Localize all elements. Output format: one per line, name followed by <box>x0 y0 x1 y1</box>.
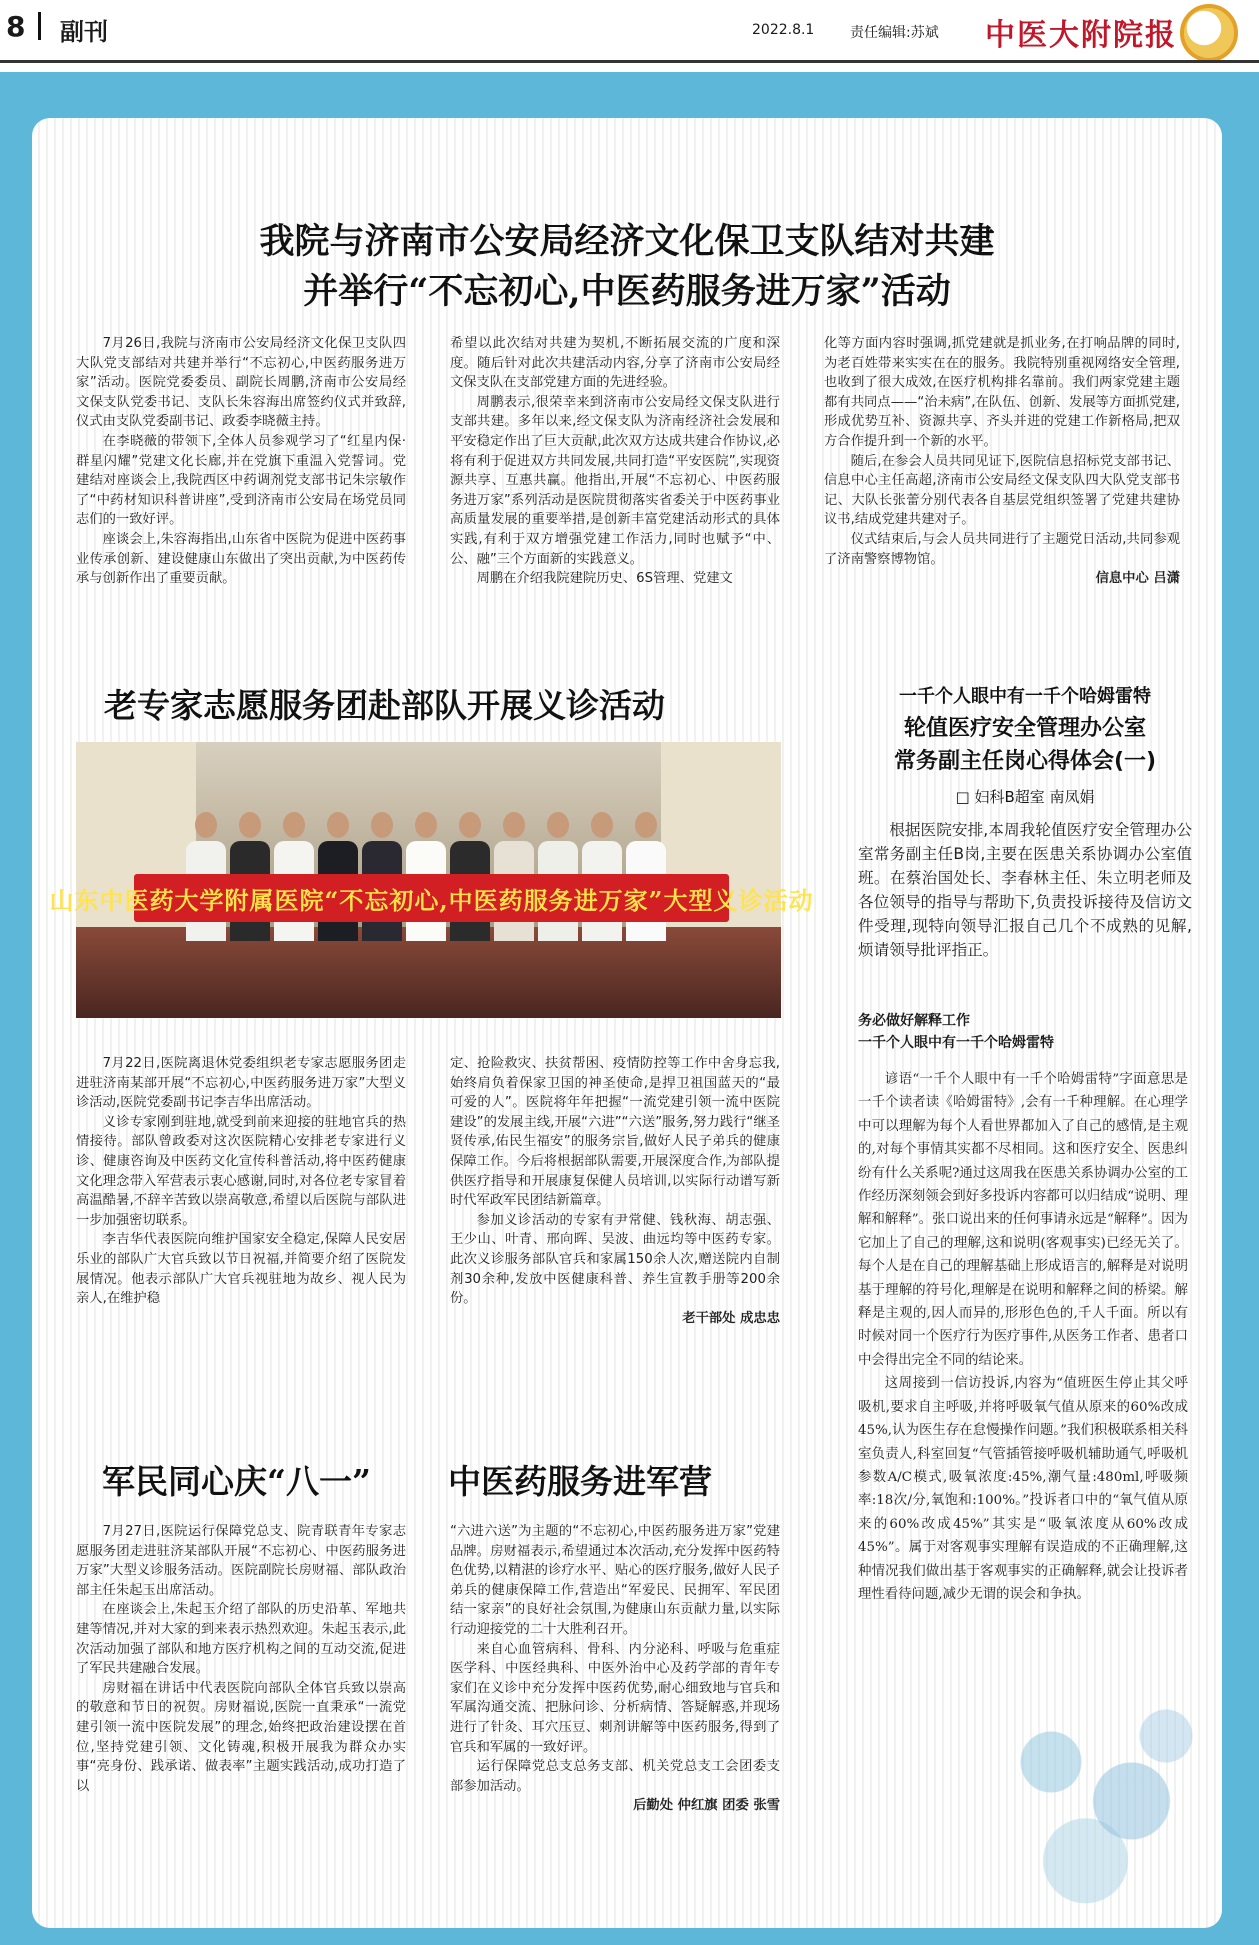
paragraph: 座谈会上,朱容海指出,山东省中医院为促进中医药事业传承创新、建设健康山东做出了突出贡献,为中医药传承与创新作出了重要贡献。 <box>76 531 406 587</box>
paragraph: 房财福在讲话中代表医院向部队全体官兵致以崇高的敬意和节日的祝贺。房财福说,医院一直秉承“一流党建引领一流中医院发展”的理念,始终把政治建设摆在首位,坚持党建引领、文化铸魂,积极开展我为群众办实事“亮身份、践承诺、做表率”主题实践活动,成功打造了以 <box>76 1680 406 1794</box>
article2-title: 老专家志愿服务团赴部队开展义诊活动 <box>104 686 665 725</box>
article4-title-line1: 一千个人眼中有一千个哈姆雷特 <box>899 686 1151 707</box>
paragraph: “六进六送”为主题的“不忘初心,中医药服务进万家”党建品牌。房财福表示,希望通过本次活动,充分发挥中医药特色优势,以精湛的诊疗水平、贴心的医疗服务,做好人民子弟兵的健康保障工作,营造出“军爱民、民拥军、军民团结一家亲”的良好社会氛围,为健康山东贡献力量,以实际行动迎接党的二十大胜利召开。 <box>450 1524 780 1637</box>
article2-column-1 <box>76 1054 406 1309</box>
paragraph: 在李晓薇的带领下,全体人员参观学习了“红星内保·群星闪耀”党建文化长廊,并在党旗下重温入党誓词。党建结对座谈会上,我院西区中药调剂党支部书记朱宗敏作了“中药材知识科普讲座”,受到济南市公安局在场党员同志们的一致好评。 <box>76 433 406 528</box>
article1-byline: 信息中心 吕潇 <box>1095 571 1180 587</box>
article2-column-2 <box>450 1054 780 1328</box>
masthead-emblem-icon <box>1180 4 1238 62</box>
masthead-logo: 中医大附院报 <box>985 18 1177 53</box>
paragraph: 化等方面内容时强调,抓党建就是抓业务,在打响品牌的同时,为老百姓带来实实在在的服务。我院特别重视网络安全管理,也收到了很大成效,在医疗机构排名靠前。我们两家党建主题都有共同点——“治未病”,在队伍、创新、发展等方面抓党建,形成优势互补、资源共享、齐头并进的党建工作新格局,把双方合作提升到一个新的水平。 <box>824 336 1180 449</box>
paragraph: 7月26日,我院与济南市公安局经济文化保卫支队四大队党支部结对共建并举行“不忘初心,中医药服务进万家”活动。医院党委委员、副院长周鹏,济南市公安局经文保支队党委书记、支队长朱容海出席签约仪式并致辞,仪式由支队党委副书记、政委李晓薇主持。 <box>76 336 406 430</box>
article2-byline: 老干部处 成忠忠 <box>682 1310 780 1326</box>
article4-subhead1: 务必做好解释工作 <box>858 1013 970 1029</box>
paragraph: 参加义诊活动的专家有尹常健、钱秋海、胡志强、王少山、叶青、邢向晖、吴波、曲远均等中医药专家。此次义诊服务部队官兵和家属150余人次,赠送院内自制剂30余种,发放中医健康科普、养生宣教手册等200余份。 <box>450 1212 780 1307</box>
paragraph: 李吉华代表医院向维护国家安全稳定,保障人民安居乐业的部队广大官兵致以节日祝福,并简要介绍了医院发展情况。他表示部队广大官兵视驻地为故乡、视人民为亲人,在维护稳 <box>76 1232 406 1307</box>
paragraph: 在座谈会上,朱起玉介绍了部队的历史沿革、军地共建等情况,并对大家的到来表示热烈欢迎。朱起玉表示,此次活动加强了部队和地方医疗机构之间的互动交流,促进了军民共建融合发展。 <box>76 1602 406 1677</box>
article3-title-left: 军民同心庆“八一” <box>102 1462 371 1501</box>
photo-red-banner: 山东中医药大学附属医院“不忘初心,中医药服务进万家”大型义诊活动 <box>134 874 729 922</box>
article1-title-line1: 我院与济南市公安局经济文化保卫支队结对共建 <box>259 221 995 262</box>
paragraph: 来自心血管病科、骨科、内分泌科、呼吸与危重症医学科、中医经典科、中医外治中心及药学部的青年专家们在义诊中充分发挥中医药优势,耐心细致地与官兵和军属沟通交流、把脉问诊、分析病情、答疑解惑,并现场进行了针灸、耳穴压豆、刺剂讲解等中医药服务,得到了官兵和军属的一致好评。 <box>450 1641 780 1755</box>
paragraph: 周鹏表示,很荣幸来到济南市公安局经文保支队进行支部共建。多年以来,经文保支队为济南经济社会发展和平安稳定作出了巨大贡献,此次双方达成共建合作协议,必将有利于促进双方共同发展,共同打造“平安医院”,实现资源共享、互惠共赢。他指出,开展“不忘初心、中医药服务进万家”系列活动是医院贯彻落实省委关于中医药事业高质量发展的重要举措,是创新丰富党建活动形式的具体实践,有利于双方增强党建工作活力,同时也赋予“中、公、融”三个方面新的实践意义。 <box>450 394 780 567</box>
paragraph: 仪式结束后,与会人员共同进行了主题党日活动,共同参观了济南警察博物馆。 <box>824 531 1180 567</box>
header-rule <box>0 60 1259 63</box>
article1-column-1 <box>76 334 406 589</box>
article4-author: □ 妇科B超室 南凤娟 <box>955 788 1095 806</box>
paragraph: 谚语“一千个人眼中有一千个哈姆雷特”字面意思是一千个读者读《哈姆雷特》,会有一千种理解。在心理学中可以理解为每个人看世界都加入了自己的感情,是主观的,对每个事情其实都不尽相同。这和医疗安全、医患纠纷有什么关系呢?通过这周我在医患关系协调办公室的工作经历深刻领会到好多投诉内容都可以归结成“说明、理解和解释”。张口说出来的任何事请永远是“解释”。因为它加上了自己的理解,这和说明(客观事实)已经无关了。每个人是在自己的理解基础上形成语言的,解释是对说明基于理解的符号化,理解是在说明和解释之间的桥梁。解释是主观的,因人而异的,形形色色的,千人千面。所以有时候对同一个医疗行为医疗事件,从医务工作者、患者口中会得出完全不同的结论来。 <box>858 1072 1188 1368</box>
decorative-flower-illustration <box>982 1658 1212 1918</box>
page-frame <box>0 72 1259 1945</box>
paragraph: 周鹏在介绍我院建院历史、6S管理、党建文 <box>476 571 733 587</box>
editor-credit: 责任编辑:苏斌 <box>850 25 939 41</box>
header-divider <box>38 12 41 40</box>
content-paper <box>32 118 1222 1928</box>
article4-title-line3: 常务副主任岗心得体会(一) <box>893 749 1157 774</box>
volunteer-group-photo <box>49 742 814 1018</box>
article3-column-2 <box>450 1522 780 1816</box>
paragraph: 运行保障党总支总务支部、机关党总支工会团委支部参加活动。 <box>450 1759 780 1794</box>
article3-column-1 <box>76 1522 406 1796</box>
paragraph: 义诊专家刚到驻地,就受到前来迎接的驻地官兵的热情接待。部队曾政委对这次医院精心安排老专家进行义诊、健康咨询及中医药文化宣传科普活动,将中医药健康文化理念带入军营表示衷心感谢,同时,对各位老专家冒着高温酷暑,不辞辛苦致以崇高敬意,希望以后医院与部队进一步加强密切联系。 <box>76 1114 406 1228</box>
article4-body <box>858 1068 1188 1606</box>
page-number: 8 <box>6 10 27 43</box>
paragraph: 7月22日,医院离退休党委组织老专家志愿服务团走进驻济南某部开展“不忘初心,中医药服务进万家”大型义诊活动,医院党委副书记李吉华出席活动。 <box>76 1056 406 1111</box>
article1-title-line2: 并举行“不忘初心,中医药服务进万家”活动 <box>303 271 951 312</box>
article1-column-3 <box>824 334 1180 589</box>
article4-title-line2: 轮值医疗安全管理办公室 <box>903 716 1146 741</box>
article3-byline: 后勤处 仲红旗 团委 张雪 <box>633 1798 780 1814</box>
article4-intro <box>858 818 1192 962</box>
paragraph: 这周接到一信访投诉,内容为“值班医生停止其父呼吸机,要求自主呼吸,并将呼吸氧气值从原来的60%改成45%,认为医生存在怠慢操作问题。”我们积极联系相关科室负责人,科室回复“气管插管接呼吸机辅助通气,呼吸机参数A/C模式,吸氧浓度:45%,潮气量:480ml,呼吸频率:18次/分,氧饱和:100%。”投诉者口中的“氧气值从原来的60%改成45%”其实是“吸氧浓度从60%改成45%”。属于对客观事实理解有误造成的不正确理解,这种情况我们做出基于客观事实的正确解释,就会让投诉者理性看待问题,减少无谓的误会和争执。 <box>858 1376 1188 1602</box>
article3-title-right: 中医药服务进军营 <box>448 1462 712 1501</box>
paragraph: 定、抢险救灾、扶贫帮困、疫情防控等工作中舍身忘我,始终肩负着保家卫国的神圣使命,是捍卫祖国蓝天的“最可爱的人”。医院将年年把握“一流党建引领一流中医院建设”的发展主线,开展“六进”“六送”服务,努力践行“继圣贤传承,佑民生福安”的服务宗旨,做好人民子弟兵的健康保障工作。今后将根据部队需要,开展深度合作,为部队提供医疗指导和开展康复保健人员培训,以实际行动谱写新时代军政军民团结新篇章。 <box>450 1056 780 1209</box>
section-name: 副刊 <box>60 18 108 46</box>
article4-subhead2: 一千个人眼中有一千个哈姆雷特 <box>858 1035 1054 1051</box>
article1-column-2 <box>450 334 780 589</box>
page-header <box>0 0 1259 72</box>
paragraph: 随后,在参会人员共同见证下,医院信息招标党支部书记、信息中心主任高超,济南市公安局经文保支队四大队党支部书记、大队长张蕾分别代表各自基层党组织签署了党建共建协议书,结成党建共建对子。 <box>824 453 1180 528</box>
paragraph: 希望以此次结对共建为契机,不断拓展交流的广度和深度。随后针对此次共建活动内容,分享了济南市公安局经文保支队在支部党建方面的先进经验。 <box>450 336 780 391</box>
paragraph: 根据医院安排,本周我轮值医疗安全管理办公室常务副主任B岗,主要在医患关系协调办公室值班。在蔡治国处长、李春林主任、朱立明老师及各位领导的指导与帮助下,负责投诉接待及信访文件受理,现特向领导汇报自己几个不成熟的见解,烦请领导批评指正。 <box>858 821 1192 959</box>
paragraph: 7月27日,医院运行保障党总支、院青联青年专家志愿服务团走进驻济某部队开展“不忘初心、中医药服务进万家”大型义诊服务活动。医院副院长房财福、部队政治部主任朱起玉出席活动。 <box>76 1524 406 1598</box>
issue-date: 2022.8.1 <box>752 22 815 38</box>
